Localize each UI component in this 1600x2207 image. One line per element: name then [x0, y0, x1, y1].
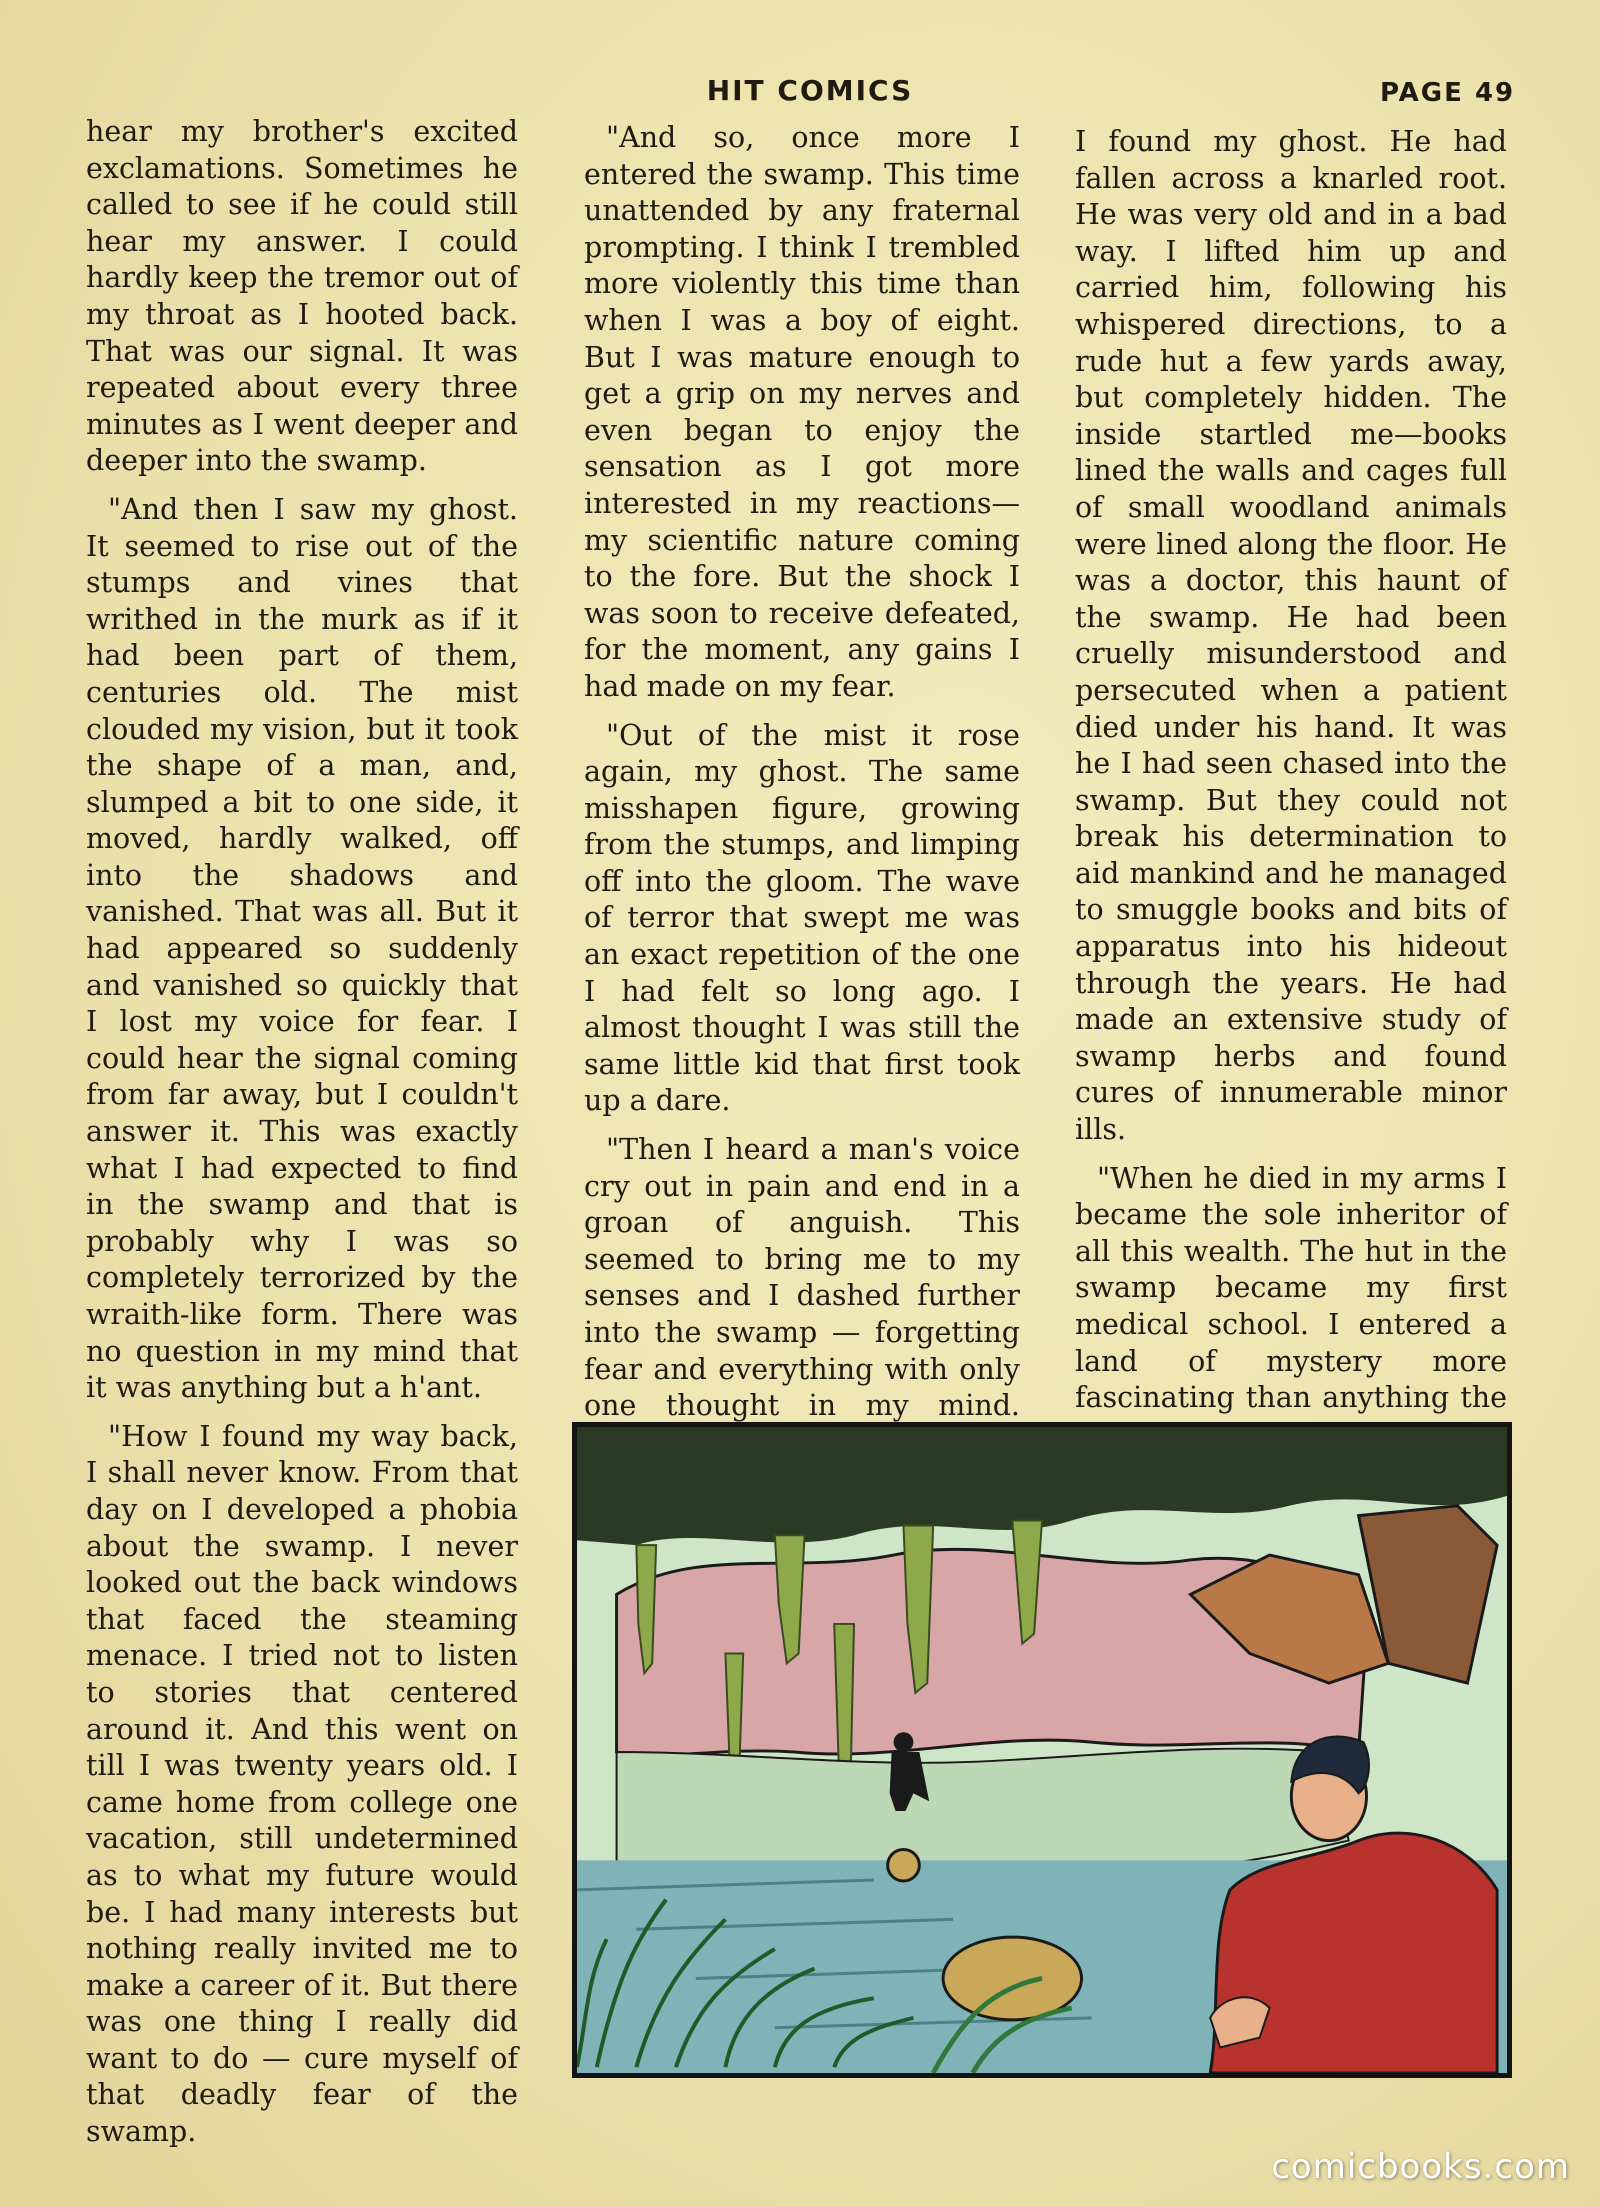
paragraph: "Then I heard a man's voice cry out in pain and end in a groan of anguish. This seemed to bring me to my senses and I dashed further into the swamp — forgetting fear and everything with only one thought in my mind.: [584, 1133, 1020, 1423]
watermark: comicbooks.com: [1271, 2147, 1570, 2187]
page-header-title: HIT COMICS: [706, 74, 914, 107]
page-number: PAGE 49: [1380, 78, 1516, 108]
paragraph: "When he died in my arms I became the sole inheritor of all this wealth. The hut in the swamp became my first medical school. I entered a land of mystery more fascinating than anything the: [1075, 1161, 1507, 1415]
small-stone: [888, 1849, 920, 1881]
swamp-scene: [577, 1427, 1507, 2073]
text-column-1: [86, 114, 518, 2163]
text-column-2: [584, 120, 1020, 1473]
paragraph: hear my brother's excited exclamations. Sometimes he called to see if he could still hear my answer. I could hardly keep the tremor out of my throat as I hooted back. That was our signal. It was repeated about every three minutes as I went deeper and deeper into the swamp.: [86, 115, 518, 478]
swamp-illustration: [572, 1422, 1512, 2078]
paragraph: I found my ghost. He had fallen across a knarled root. He was very old and in a bad way. I lifted him up and carried him, following his whispered directions, to a rude hut a few yards away, but completely hidden. The inside startled me—books lined the walls and cages full of small woodland animals were lined along the floor. He was a doctor, this haunt of the swamp. He had been cruelly misunderstood and persecuted when a patient died under his hand. It was he I had seen chased into the swamp. But they could not break his determination to aid mankind and he managed to smuggle books and bits of apparatus into his hideout through the years. He had made an extensive study of swamp herbs and found cures of innumerable minor ills.: [1075, 125, 1507, 1147]
paragraph: "Out of the mist it rose again, my ghost. The same misshapen figure, growing from the stumps, and limping off into the gloom. The wave of terror that swept me was an exact repetition of the one I had felt so long ago. I almost thought I was still the same little kid that first took up a dare.: [584, 718, 1020, 1118]
rock-in-water: [943, 1937, 1082, 2020]
paragraph: "And then I saw my ghost. It seemed to rise out of the stumps and vines that writhed in the murk as if it had been part of them, centuries old. The mist clouded my vision, but it took the shape of a man, and, slumped a bit to one side, it moved, hardly walked, off into the shadows and vanished. That was all. But it had appeared so suddenly and vanished so quickly that I lost my voice for fear. I could hear the signal coming from far away, but I couldn't answer it. This was exactly what I had expected to find in the swamp and that is probably why I was so completely terrorized by the wraith-like form. There was no question in my mind that it was anything but a h'ant.: [86, 492, 518, 1405]
text-column-3: [1075, 124, 1507, 1465]
paragraph: "How I found my way back, I shall never know. From that day on I developed a phobia about the swamp. I never looked out the back windows that faced the steaming menace. I tried not to listen to stories that centered around it. And this went on till I was twenty years old. I came home from college one vacation, still undetermined as to what my future would be. I had many interests but nothing really invited me to make a career of it. But there was one thing I really did want to do — cure myself of that deadly fear of the swamp.: [86, 1419, 518, 2149]
paragraph: "And so, once more I entered the swamp. This time unattended by any fraternal prompting. I think I trembled more violently this time than when I was a boy of eight. But I was mature enough to get a grip on my nerves and even began to enjoy the sensation as I got more interested in my reactions—my scientific nature coming to the fore. But the shock I was soon to receive defeated, for the moment, any gains I had made on my fear.: [584, 121, 1020, 703]
